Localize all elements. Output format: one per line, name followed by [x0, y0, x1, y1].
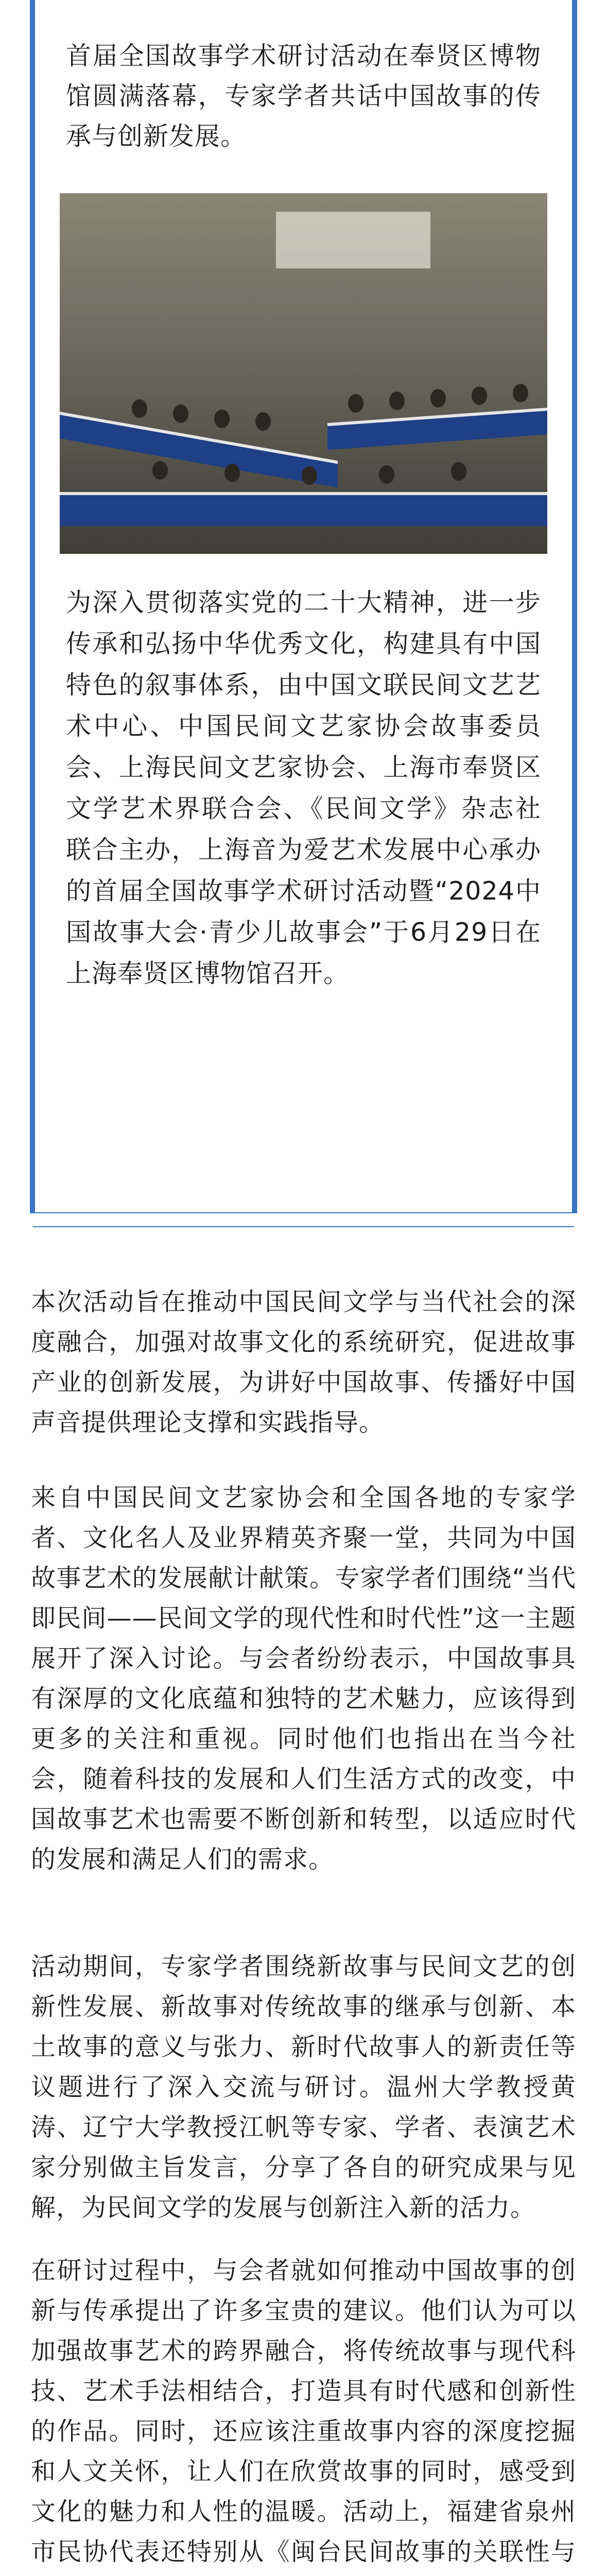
- paragraph-1: 本次活动旨在推动中国民间文学与当代社会的深度融合，加强对故事文化的系统研究，促进故事产业的创新发展，为讲好中国故事、传播好中国声音提供理论支撑和实践指导。: [31, 1287, 576, 1437]
- attendee: [348, 394, 363, 413]
- attendee: [224, 464, 240, 482]
- paragraph-4: 在研讨过程中，与会者就如何推动中国故事的创新与传承提出了许多宝贵的建议。他们认为可以加强故事艺术的跨界融合，将传统故事与现代科技、艺术手法相结合，打造具有时代感和创新性的作品。同时，还应该注重故事内容的深度挖掘和人文关怀，让人们在欣赏故事的同时，感受到文化的魅力和人性的温暖。活动上，福建省泉州市民协代表还特别从《闽台民间故事的关联性与: [31, 2256, 576, 2566]
- attendee: [513, 384, 528, 402]
- attendee: [451, 462, 466, 481]
- attendee: [152, 461, 168, 480]
- attendee: [430, 389, 446, 408]
- paragraph-3: 活动期间，专家学者围绕新故事与民间文艺的创新性发展、新故事对传统故事的继承与创新、本土故事的意义与张力、新时代故事人的新责任等议题进行了深入交流与研讨。温州大学教授黄涛、辽宁大学教授江帆等专家、学者、表演艺术家分别做主旨发言，分享了各自的研究成果与见解，为民间文学的发展与创新注入新的活力。: [31, 1952, 576, 2222]
- table-row-right: [327, 406, 547, 450]
- table-row-front: [60, 492, 547, 526]
- attendee: [255, 412, 271, 431]
- table-row-left: [60, 410, 338, 488]
- attendee: [472, 386, 487, 405]
- attendee: [389, 392, 405, 410]
- attendee: [132, 399, 147, 418]
- paragraph-2: 来自中国民间文艺家协会和全国各地的专家学者、文化名人及业界精英齐聚一堂，共同为中国故事艺术的发展献计献策。专家学者们围绕“当代即民间——民间文学的现代性和时代性”这一主题展开了深入讨论。与会者纷纷表示，中国故事具有深厚的文化底蕴和独特的艺术魅力，应该得到更多的关注和重视。同时他们也指出在当今社会，随着科技的发展和人们生活方式的改变，中国故事艺术也需要不断创新和转型，以适应时代的发展和满足人们的需求。: [31, 1483, 576, 1874]
- attendee: [302, 466, 317, 485]
- stage-screen: [276, 212, 430, 268]
- divider-line: [33, 1226, 574, 1227]
- attendee: [173, 404, 188, 423]
- card-body-text: 为深入贯彻落实党的二十大精神，进一步传承和弘扬中华优秀文化，构建具有中国特色的叙事体系，由中国文联民间文艺艺术中心、中国民间文艺家协会故事委员会、上海民间文艺家协会、上海市奉贤区文学艺术界联合会、《民间文学》杂志社联合主办，上海音为爱艺术发展中心承办的首届全国故事学术研讨活动暨“2024中国故事大会·青少儿故事会”于6月29日在上海奉贤区博物馆召开。: [66, 588, 541, 988]
- conference-photo: [60, 193, 547, 554]
- attendee: [379, 465, 394, 484]
- highlight-card: [30, 0, 577, 1213]
- card-lead-text: 首届全国故事学术研讨活动在奉贤区博物馆圆满落幕，专家学者共话中国故事的传承与创新发展。: [66, 41, 541, 151]
- attendee: [214, 410, 230, 428]
